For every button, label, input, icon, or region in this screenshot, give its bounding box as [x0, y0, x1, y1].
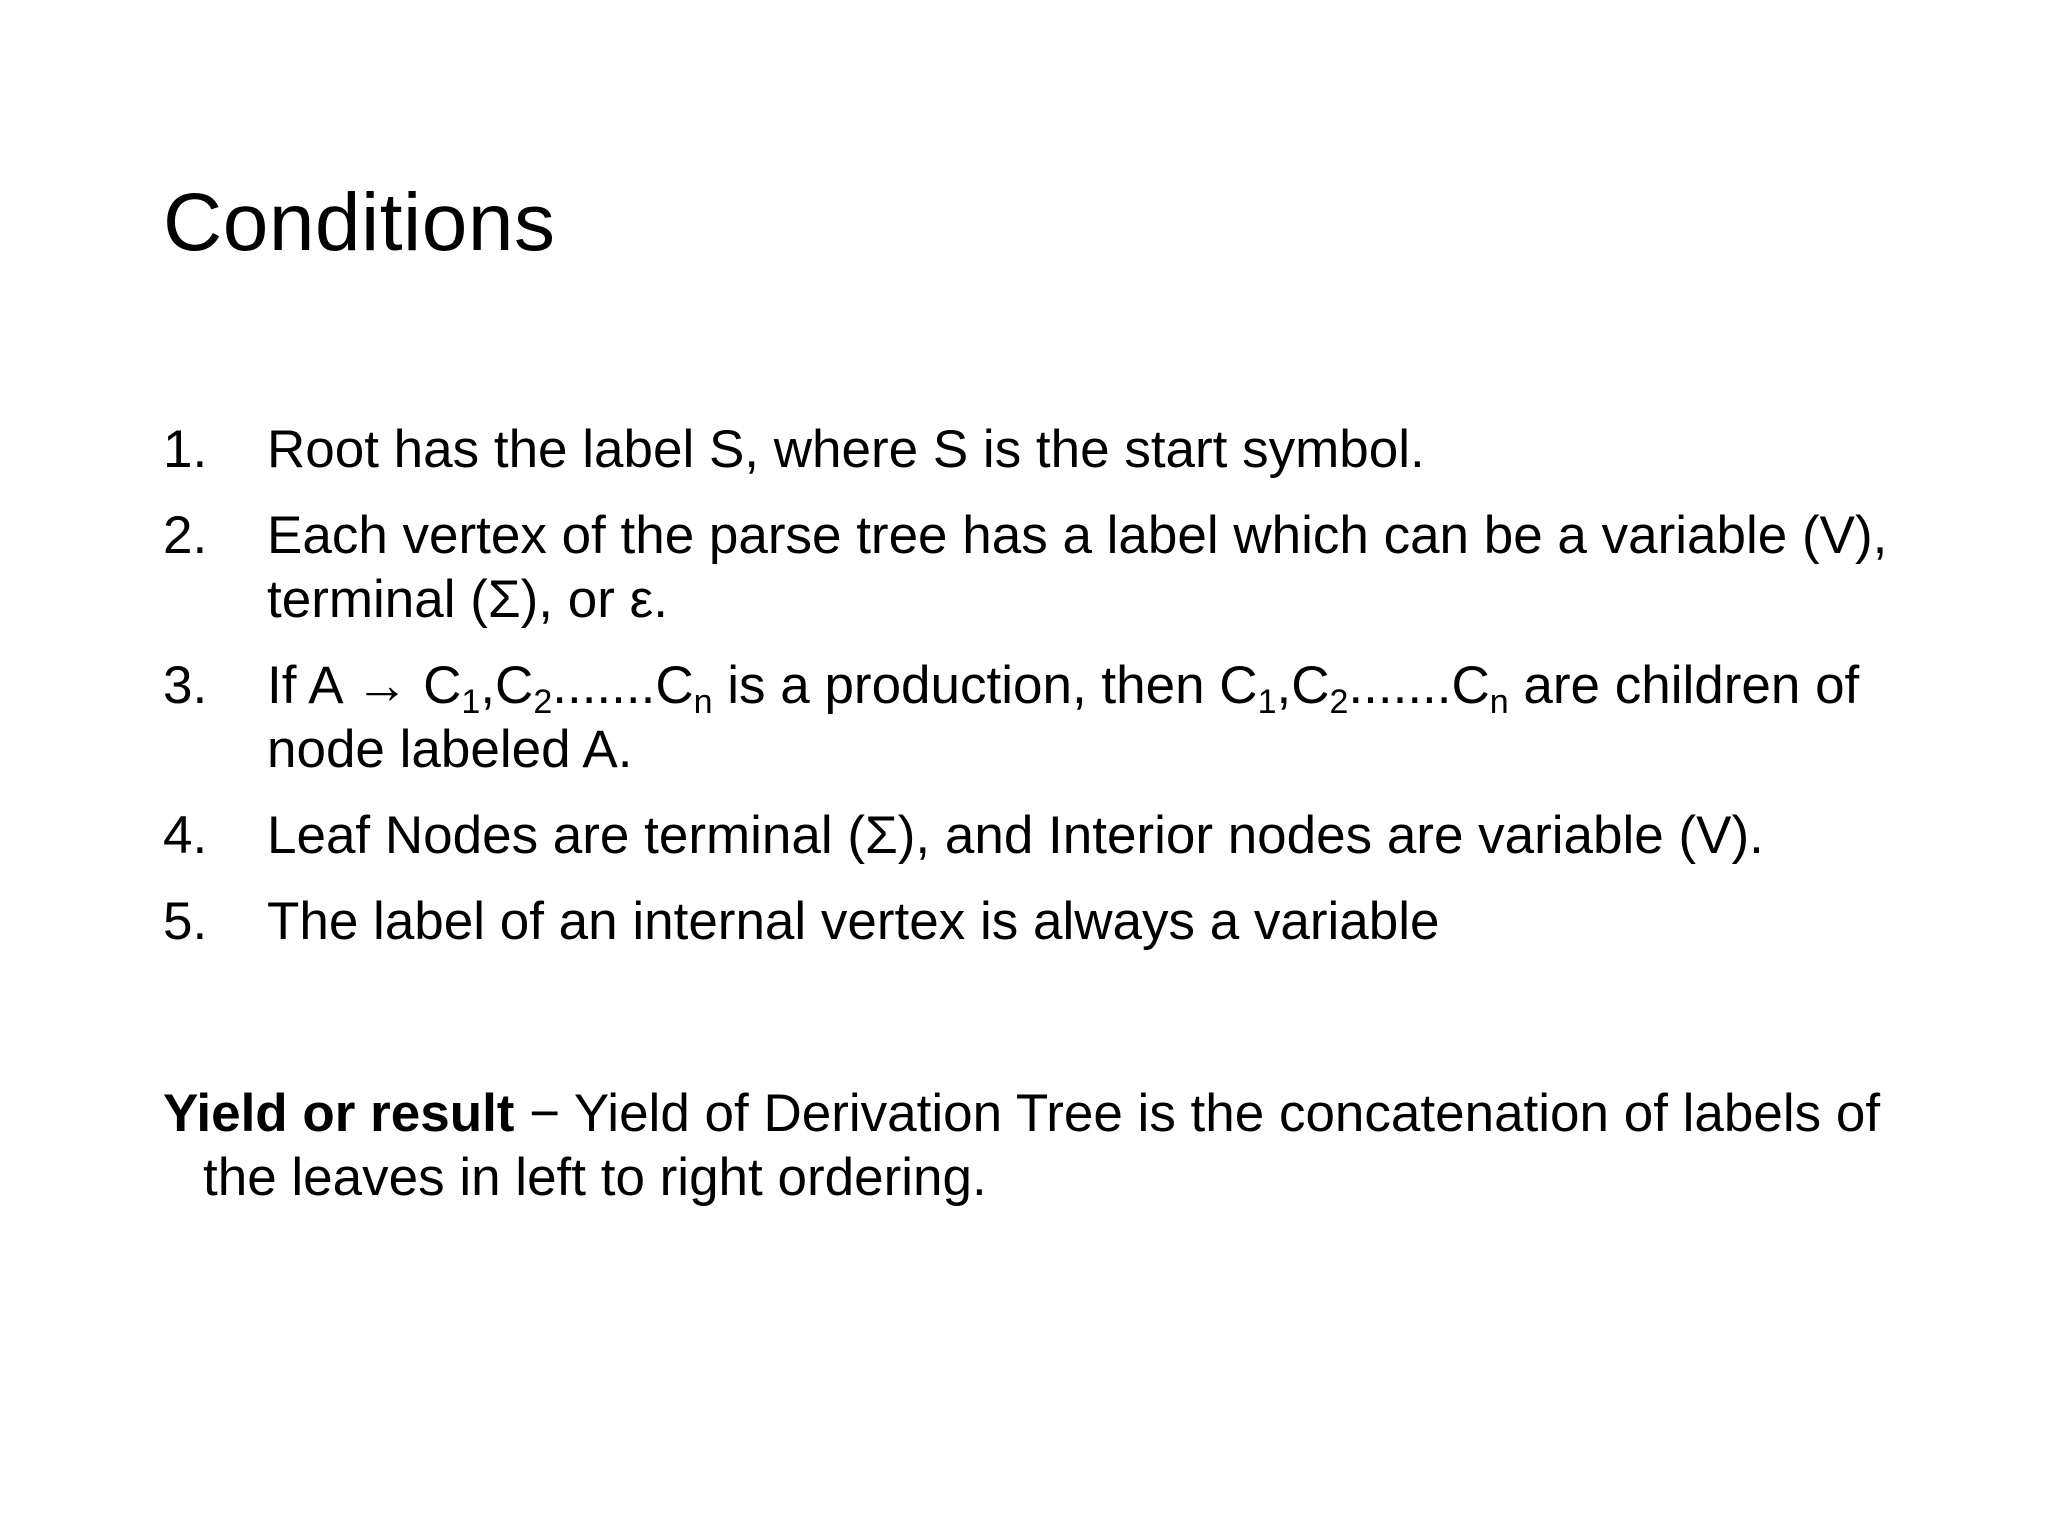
condition-item	[163, 418, 1903, 482]
condition-number: 3.	[163, 656, 208, 715]
production-text: .......C	[1348, 656, 1490, 715]
production-text: is a production, then C	[712, 656, 1258, 715]
yield-definition	[163, 1082, 1943, 1210]
yield-text: − Yield of Derivation Tree is the concatenation of labels of the leaves in left to right ordering.	[203, 1084, 1881, 1207]
condition-item	[163, 804, 1903, 868]
condition-item	[163, 654, 1903, 782]
production-text: are children of node labeled A.	[267, 656, 1860, 779]
condition-text: Root has the label S, where S is the start symbol.	[267, 420, 1425, 479]
condition-text: The label of an internal vertex is always a variable	[267, 892, 1440, 951]
condition-number: 1.	[163, 420, 208, 479]
production-text: If A → C	[267, 656, 462, 715]
production-text: ,C	[480, 656, 534, 715]
subscript: 1	[1257, 683, 1277, 721]
slide-title: Conditions	[163, 177, 556, 268]
condition-number: 5.	[163, 892, 208, 951]
subscript: 2	[1329, 683, 1349, 721]
subscript: 2	[533, 683, 553, 721]
production-text: .......C	[552, 656, 694, 715]
subscript: n	[693, 683, 713, 721]
condition-text	[267, 656, 1859, 779]
condition-item	[163, 890, 1903, 954]
condition-text: Leaf Nodes are terminal (Σ), and Interior nodes are variable (V).	[267, 806, 1764, 865]
subscript: n	[1489, 683, 1509, 721]
yield-term: Yield or result	[163, 1084, 515, 1143]
condition-item	[163, 504, 1903, 632]
subscript: 1	[461, 683, 481, 721]
condition-number: 2.	[163, 506, 208, 565]
conditions-list	[163, 418, 1903, 976]
condition-text: Each vertex of the parse tree has a label which can be a variable (V), terminal (Σ), or ε.	[267, 506, 1888, 629]
production-text: ,C	[1276, 656, 1330, 715]
condition-number: 4.	[163, 806, 208, 865]
